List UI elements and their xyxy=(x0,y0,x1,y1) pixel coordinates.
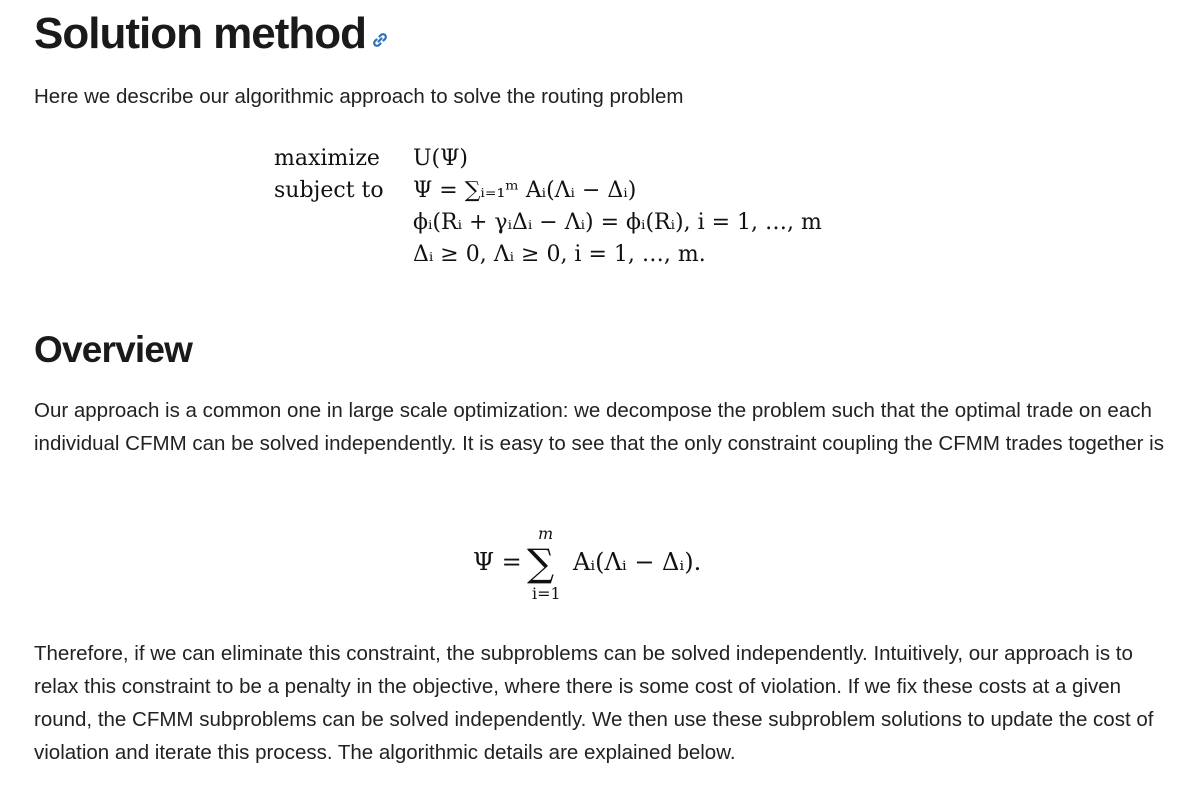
intro-paragraph: Here we describe our algorithmic approach to solve the routing problem xyxy=(34,85,684,108)
equation-rhs: Aᵢ(Λᵢ − Δᵢ). xyxy=(573,548,702,576)
equation-lhs: Ψ = xyxy=(473,548,522,576)
objective-expression: U(Ψ) xyxy=(413,146,468,171)
constraint-1: Ψ = ∑ᵢ₌₁ᵐ Aᵢ(Λᵢ − Δᵢ) xyxy=(413,178,637,203)
conclusion-paragraph: Therefore, if we can eliminate this constraint, the subproblems can be solved independently. Intuitively, our approach is to relax this constraint to be a penalty in the objective, where there is some cost of violation. If we fix these costs at a given round, the CFMM subproblems can be solved independently. We then use these subproblem solutions to update the cost of violation and iterate this process. The algorithmic details are explained below. xyxy=(34,642,1154,764)
constraint-3: Δᵢ ≥ 0, Λᵢ ≥ 0, i = 1, …, m. xyxy=(413,242,706,267)
maximize-label: maximize xyxy=(274,146,380,171)
subject-to-label: subject to xyxy=(274,178,384,203)
overview-paragraph: Our approach is a common one in large scale optimization: we decompose the problem such that the optimal trade on each individual CFMM can be solved independently. It is easy to see that the only constraint coupling the CFMM trades together is xyxy=(34,399,1164,455)
constraint-2: ϕᵢ(Rᵢ + γᵢΔᵢ − Λᵢ) = ϕᵢ(Rᵢ), i = 1, …, m xyxy=(413,210,822,235)
sum-symbol: ∑ xyxy=(527,541,555,585)
sum-upper-limit: m xyxy=(538,524,554,543)
overview-heading: Overview xyxy=(34,329,193,370)
page-title xyxy=(34,8,388,62)
heading-anchor-link[interactable] xyxy=(372,8,388,60)
sum-lower-limit: i=1 xyxy=(532,584,561,603)
page-title-text: Solution method xyxy=(34,9,367,58)
link-icon xyxy=(372,32,388,48)
